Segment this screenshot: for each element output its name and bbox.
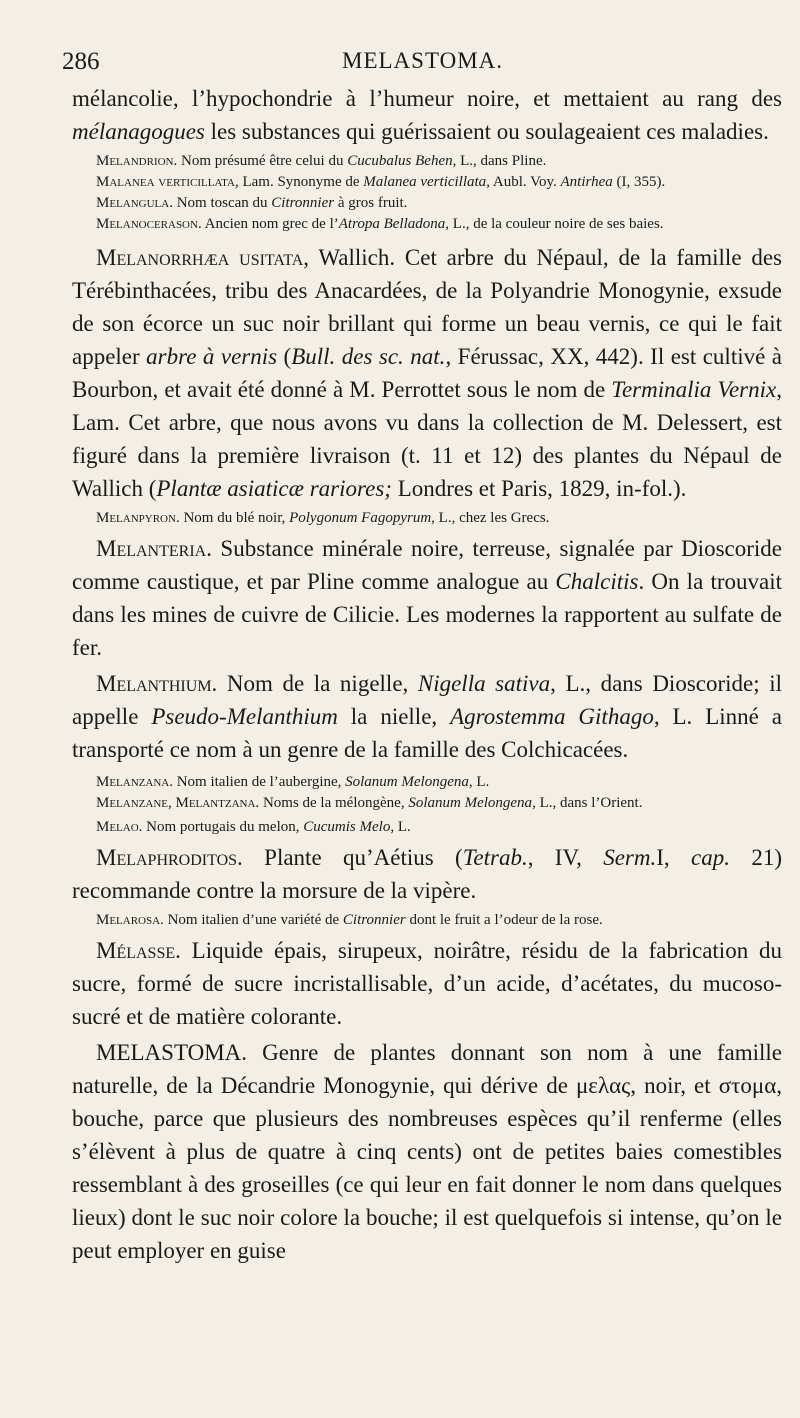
italic-term: Serm.	[603, 845, 657, 870]
entry-text: la nielle,	[337, 704, 451, 729]
italic-term: Atropa Belladona	[338, 216, 446, 232]
entry-text: Nom présumé être celui du	[177, 153, 348, 169]
italic-term: Nigella sativa	[417, 671, 551, 696]
entry-text: , L.	[390, 819, 411, 835]
entry-headword: Melanpyron.	[96, 510, 180, 526]
italic-term: Polygonum Fagopyrum	[289, 510, 432, 526]
entry-text: à gros fruit.	[334, 195, 408, 211]
italic-term: Citronnier	[271, 195, 335, 211]
italic-term: Solanum Melongena	[345, 774, 469, 790]
italic-term: Citronnier	[342, 912, 406, 928]
entry-text: Plante qu’Aétius (	[242, 845, 463, 870]
entry-melanorrhaea	[72, 241, 782, 505]
entry-melaphroditos	[72, 841, 782, 907]
entry-melanzana	[72, 772, 782, 793]
page-header	[62, 48, 782, 82]
italic-term: Antirhea	[560, 174, 613, 190]
entry-headword: Melandrion.	[96, 153, 178, 169]
entry-text: . On la trouvait dans les mines de cuivre de Cilicie. Les modernes la rapportent au sulfate de fer.	[72, 569, 782, 660]
entry-melanpyron	[72, 508, 782, 529]
entry-text: Genre de plantes donnant son nom à une famille naturelle, de la Décandrie Monogynie, qui dérive de μελας, noir, et στομα, bouche, parce que plusieurs des nombreuses espèces qu’il renferme (elles s’élèvent à plus de quatre à cinq cents) ont de petites baies comestibles ressemblant à des groseilles (ce qui leur en fait donner le nom dans quelques lieux) dont le suc noir colore la bouche; il est quelquefois si intense, qu’on le peut employer en guise	[72, 1040, 782, 1263]
entry-text: , L., dans l’Orient.	[532, 795, 643, 811]
entry-malanea	[72, 172, 782, 193]
entry-text: , Wallich. Cet arbre du Népaul, de la famille des Térébinthacées, tribu des Anacardées, de la Polyandrie Monogynie, exsude de son écorce un suc noir brillant qui forme un beau vernis, ce qui le fait appeler	[72, 245, 782, 369]
entry-headword: Melarosa.	[96, 912, 164, 928]
entry-text: 21) recommande contre la morsure de la vipère.	[72, 845, 782, 903]
entry-headword: Mélasse.	[96, 938, 181, 963]
entry-text: , IV,	[527, 845, 604, 870]
entry-text: Nom italien d’une variété de	[163, 912, 343, 928]
entry-text: , L., dans Dioscoride; il appelle	[72, 671, 782, 729]
entry-text: Nom du blé noir,	[179, 510, 290, 526]
entry-text: , L., dans Pline.	[452, 153, 547, 169]
entry-text: Londres et Paris, 1829, in-fol.).	[391, 476, 687, 501]
italic-term: Pseudo-Melanthium	[151, 704, 338, 729]
italic-term: Terminalia Vernix	[611, 377, 777, 402]
entry-text: , Lam. Cet arbre, que nous avons vu dans la collection de M. Delessert, est figuré dans la première livraison (t. 11 et 12) des plantes du Népaul de Wallich (	[72, 377, 782, 501]
entry-melarosa	[72, 910, 782, 931]
italic-term: Cucubalus Behen	[347, 153, 453, 169]
entry-headword: Melanocerason.	[96, 216, 202, 232]
italic-term: Agrostemma Githago	[450, 704, 654, 729]
running-title: MELASTOMA.	[342, 48, 504, 73]
entry-text: Substance minérale noire, terreuse, signalée par Dioscoride comme caustique, et par Pline comme analogue au	[72, 536, 782, 594]
entry-headword: Melanzane, Melantzana.	[96, 795, 260, 811]
entry-text: , L. Linné a transporté ce nom à un genre de la famille des Colchicacées.	[72, 704, 783, 762]
entry-headword: Melanzana.	[96, 774, 173, 790]
entry-text: (I, 355).	[612, 174, 666, 190]
italic-term: Plantæ asiaticæ rariores;	[156, 476, 392, 501]
entry-melangula	[72, 193, 782, 214]
entry-headword: Malanea verticillata	[96, 174, 235, 190]
entry-text: , L.	[468, 774, 490, 790]
italic-term: mélanagogues	[72, 119, 205, 144]
entry-text: mélancolie, l’hypochondrie à l’humeur noire, et mettaient au rang des	[72, 86, 782, 111]
entry-text: , Aubl. Voy.	[486, 174, 561, 190]
italic-term: Chalcitis	[555, 569, 639, 594]
entry-melanthium	[72, 667, 782, 766]
italic-term: Solanum Melongena	[408, 795, 533, 811]
entry-text: , L., chez les Grecs.	[431, 510, 550, 526]
entry-headword: Melao.	[96, 819, 143, 835]
entry-headword: Melanteria.	[96, 536, 212, 561]
entry-headword: Melanorrhæa usitata	[96, 245, 304, 270]
entry-melasse	[72, 934, 782, 1033]
italic-term: Tetrab.	[462, 845, 528, 870]
italic-term: cap.	[691, 845, 730, 870]
entry-text: Liquide épais, sirupeux, noirâtre, résidu de la fabrication du sucre, formé de sucre incristallisable, d’un acide, d’acétates, du mucoso-sucré et de matière colorante.	[72, 938, 782, 1029]
entry-continuation	[72, 82, 782, 148]
entry-melao	[72, 817, 782, 838]
entry-text: les substances qui guérissaient ou soulageaient ces maladies.	[204, 119, 769, 144]
entry-text: (	[277, 344, 292, 369]
entry-text: dont le fruit a l’odeur de la rose.	[405, 912, 603, 928]
entry-text: MELASTOMA.	[96, 1040, 248, 1065]
entry-melanocerason	[72, 214, 782, 235]
entry-text: I,	[656, 845, 692, 870]
italic-term: Cucumis Melo	[303, 819, 391, 835]
entry-text: Nom portugais du melon,	[142, 819, 304, 835]
entry-melandrion	[72, 151, 782, 172]
entry-text: Nom de la nigelle,	[217, 671, 418, 696]
entry-text: Ancien nom grec de l’	[201, 216, 339, 232]
entry-text: , Férussac, XX, 442). Il est cultivé à Bourbon, et avait été donné à M. Perrottet sous le nom de	[72, 344, 782, 402]
entry-text: , L., de la couleur noire de ses baies.	[445, 216, 664, 232]
entry-text: Noms de la mélongène,	[259, 795, 409, 811]
entry-melanzane	[72, 793, 782, 814]
entry-melastoma	[72, 1036, 782, 1267]
entry-headword: Melangula.	[96, 195, 173, 211]
entry-headword: Melanthium.	[96, 671, 218, 696]
entry-melanteria	[72, 532, 782, 664]
entry-text: Nom toscan du	[172, 195, 272, 211]
italic-term: Bull. des sc. nat.	[291, 344, 446, 369]
page-number: 286	[62, 48, 100, 75]
entry-text: , Lam. Synonyme de	[234, 174, 364, 190]
entry-headword: Melaphroditos.	[96, 845, 243, 870]
entry-text: Nom italien de l’aubergine,	[172, 774, 346, 790]
italic-term: arbre à vernis	[146, 344, 278, 369]
page	[62, 48, 783, 1267]
italic-term: Malanea verticillata	[363, 174, 487, 190]
